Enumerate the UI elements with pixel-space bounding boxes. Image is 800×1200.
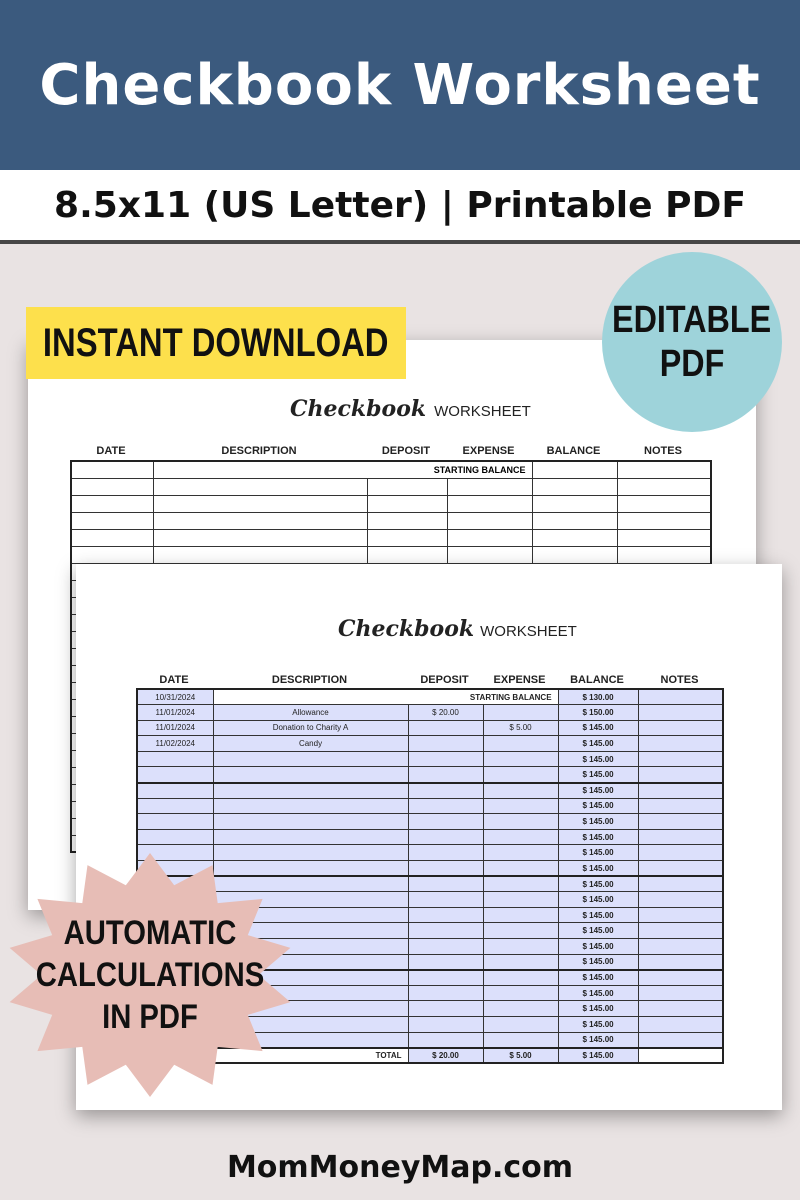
- notes-cell[interactable]: [638, 689, 723, 705]
- balance-cell[interactable]: $ 145.00: [558, 814, 638, 830]
- total-balance-cell[interactable]: $ 145.00: [558, 1048, 638, 1064]
- editable-badge-line2: PDF: [659, 343, 725, 385]
- worksheet-title: [290, 396, 531, 422]
- column-header-date: DATE: [96, 445, 126, 457]
- notes-cell[interactable]: [638, 767, 723, 783]
- notes-cell[interactable]: [638, 861, 723, 877]
- auto-badge-line3: IN PDF: [102, 998, 198, 1036]
- notes-cell[interactable]: [638, 892, 723, 908]
- instant-download-label: INSTANT DOWNLOAD: [43, 320, 389, 365]
- balance-cell[interactable]: $ 145.00: [558, 1016, 638, 1032]
- balance-cell[interactable]: $ 150.00: [558, 705, 638, 721]
- expense-cell[interactable]: [483, 985, 558, 1001]
- balance-cell[interactable]: $ 145.00: [558, 970, 638, 986]
- footer-website: MomMoneyMap.com: [226, 1150, 574, 1185]
- starting-balance-label: STARTING BALANCE: [153, 461, 532, 478]
- notes-cell[interactable]: [638, 1032, 723, 1048]
- deposit-cell[interactable]: [408, 876, 483, 892]
- balance-cell[interactable]: $ 145.00: [558, 736, 638, 752]
- instant-download-tag: [26, 307, 406, 379]
- column-header-description: DESCRIPTION: [271, 674, 348, 686]
- starting-balance-cell[interactable]: $ 130.00: [558, 689, 638, 705]
- deposit-cell[interactable]: [408, 751, 483, 767]
- balance-cell[interactable]: $ 145.00: [558, 954, 638, 970]
- deposit-cell[interactable]: [408, 767, 483, 783]
- expense-cell[interactable]: [483, 954, 558, 970]
- notes-cell[interactable]: [638, 751, 723, 767]
- deposit-cell[interactable]: [408, 923, 483, 939]
- expense-cell[interactable]: [483, 751, 558, 767]
- deposit-cell[interactable]: [408, 814, 483, 830]
- column-header-expense: EXPENSE: [493, 674, 546, 686]
- column-header-deposit: DEPOSIT: [381, 445, 431, 457]
- blank-column-headers: [70, 445, 710, 457]
- column-header-date: DATE: [159, 674, 189, 686]
- date-cell[interactable]: 11/01/2024: [137, 705, 213, 721]
- description-cell[interactable]: [213, 829, 408, 845]
- balance-cell[interactable]: $ 145.00: [558, 861, 638, 877]
- notes-cell[interactable]: [638, 814, 723, 830]
- description-cell[interactable]: [213, 798, 408, 814]
- balance-cell[interactable]: $ 145.00: [558, 1032, 638, 1048]
- worksheet-title-word: WORKSHEET: [434, 403, 531, 420]
- balance-cell[interactable]: $ 145.00: [558, 907, 638, 923]
- date-cell[interactable]: 11/02/2024: [137, 736, 213, 752]
- deposit-cell[interactable]: [408, 892, 483, 908]
- notes-cell[interactable]: [638, 970, 723, 986]
- column-header-notes: NOTES: [660, 674, 699, 686]
- balance-cell[interactable]: $ 145.00: [558, 720, 638, 736]
- date-cell[interactable]: [137, 829, 213, 845]
- deposit-cell[interactable]: [408, 954, 483, 970]
- expense-cell[interactable]: [483, 861, 558, 877]
- worksheet-title-script: Checkbook: [290, 396, 427, 422]
- notes-cell[interactable]: [638, 939, 723, 955]
- deposit-cell[interactable]: [408, 907, 483, 923]
- deposit-cell[interactable]: [408, 1001, 483, 1017]
- date-cell[interactable]: [137, 783, 213, 799]
- description-cell[interactable]: Allowance: [213, 705, 408, 721]
- date-cell[interactable]: [137, 751, 213, 767]
- balance-cell[interactable]: $ 145.00: [558, 845, 638, 861]
- deposit-cell[interactable]: [408, 798, 483, 814]
- expense-cell[interactable]: [483, 1016, 558, 1032]
- balance-cell[interactable]: $ 145.00: [558, 829, 638, 845]
- table-row: [137, 829, 723, 845]
- filled-column-headers: [136, 674, 722, 686]
- balance-cell[interactable]: $ 145.00: [558, 923, 638, 939]
- expense-cell[interactable]: $ 5.00: [483, 720, 558, 736]
- column-header-description: DESCRIPTION: [221, 445, 297, 457]
- balance-cell[interactable]: $ 145.00: [558, 767, 638, 783]
- balance-cell[interactable]: $ 145.00: [558, 939, 638, 955]
- table-row: [137, 751, 723, 767]
- starting-balance-row: [71, 461, 711, 478]
- worksheet-title-front: [338, 616, 577, 642]
- page-title: Checkbook Worksheet: [39, 52, 761, 118]
- expense-cell[interactable]: [483, 970, 558, 986]
- notes-cell[interactable]: [638, 1001, 723, 1017]
- starting-balance-row: [137, 689, 723, 705]
- notes-cell[interactable]: [638, 923, 723, 939]
- expense-cell[interactable]: [483, 705, 558, 721]
- deposit-cell[interactable]: [408, 845, 483, 861]
- notes-cell[interactable]: [638, 798, 723, 814]
- subtitle-bar: [0, 170, 800, 244]
- date-cell[interactable]: [137, 767, 213, 783]
- worksheet-title-word-front: WORKSHEET: [480, 623, 577, 640]
- date-cell[interactable]: 11/01/2024: [137, 720, 213, 736]
- column-header-notes: NOTES: [644, 445, 682, 457]
- balance-cell[interactable]: $ 145.00: [558, 751, 638, 767]
- table-row: [137, 720, 723, 736]
- page-subtitle: 8.5x11 (US Letter) | Printable PDF: [54, 184, 746, 226]
- editable-pdf-badge: [602, 252, 782, 432]
- expense-cell[interactable]: [483, 1032, 558, 1048]
- deposit-cell[interactable]: [408, 939, 483, 955]
- date-cell[interactable]: [137, 798, 213, 814]
- table-row: [137, 736, 723, 752]
- table-row: [137, 705, 723, 721]
- deposit-cell[interactable]: [408, 1016, 483, 1032]
- total-label: TOTAL: [137, 1048, 408, 1064]
- deposit-cell[interactable]: $ 20.00: [408, 705, 483, 721]
- total-expense-cell[interactable]: $ 5.00: [483, 1048, 558, 1064]
- column-header-balance: BALANCE: [570, 674, 624, 686]
- expense-cell[interactable]: [483, 783, 558, 799]
- notes-cell[interactable]: [638, 829, 723, 845]
- notes-cell[interactable]: [638, 1016, 723, 1032]
- expense-cell[interactable]: [483, 907, 558, 923]
- deposit-cell[interactable]: [408, 970, 483, 986]
- editable-badge-line1: EDITABLE: [612, 299, 772, 341]
- balance-cell[interactable]: $ 145.00: [558, 798, 638, 814]
- auto-badge-line2: CALCULATIONS: [35, 956, 265, 994]
- worksheet-title-script-front: Checkbook: [338, 616, 475, 642]
- expense-cell[interactable]: [483, 829, 558, 845]
- table-row: [137, 783, 723, 799]
- description-cell[interactable]: [213, 783, 408, 799]
- notes-cell[interactable]: [638, 876, 723, 892]
- notes-cell[interactable]: [638, 985, 723, 1001]
- table-row: [137, 814, 723, 830]
- expense-cell[interactable]: [483, 876, 558, 892]
- notes-cell[interactable]: [638, 705, 723, 721]
- deposit-cell[interactable]: [408, 1032, 483, 1048]
- title-banner: [0, 0, 800, 170]
- column-header-deposit: DEPOSIT: [420, 674, 469, 686]
- column-header-expense: EXPENSE: [462, 445, 515, 457]
- description-cell[interactable]: [213, 767, 408, 783]
- expense-cell[interactable]: [483, 736, 558, 752]
- table-row: [137, 767, 723, 783]
- notes-cell[interactable]: [638, 783, 723, 799]
- deposit-cell[interactable]: [408, 829, 483, 845]
- expense-cell[interactable]: [483, 1001, 558, 1017]
- expense-cell[interactable]: [483, 767, 558, 783]
- deposit-cell[interactable]: [408, 736, 483, 752]
- expense-cell[interactable]: [483, 845, 558, 861]
- notes-cell[interactable]: [638, 736, 723, 752]
- balance-cell[interactable]: $ 145.00: [558, 783, 638, 799]
- notes-cell[interactable]: [638, 907, 723, 923]
- automatic-calculations-badge-text: [10, 912, 290, 1038]
- expense-cell[interactable]: [483, 798, 558, 814]
- deposit-cell[interactable]: [408, 861, 483, 877]
- balance-cell[interactable]: $ 145.00: [558, 985, 638, 1001]
- column-header-balance: BALANCE: [546, 445, 601, 457]
- expense-cell[interactable]: [483, 892, 558, 908]
- balance-cell[interactable]: $ 145.00: [558, 892, 638, 908]
- expense-cell[interactable]: [483, 923, 558, 939]
- expense-cell[interactable]: [483, 939, 558, 955]
- starting-date-cell[interactable]: 10/31/2024: [137, 689, 213, 705]
- notes-cell[interactable]: [638, 720, 723, 736]
- notes-cell[interactable]: [638, 954, 723, 970]
- balance-cell[interactable]: $ 145.00: [558, 876, 638, 892]
- table-row: [137, 798, 723, 814]
- description-cell[interactable]: [213, 751, 408, 767]
- total-notes-cell: [638, 1048, 723, 1064]
- description-cell[interactable]: Donation to Charity A: [213, 720, 408, 736]
- notes-cell[interactable]: [638, 845, 723, 861]
- deposit-cell[interactable]: [408, 720, 483, 736]
- date-cell[interactable]: [137, 814, 213, 830]
- description-cell[interactable]: Candy: [213, 736, 408, 752]
- expense-cell[interactable]: [483, 814, 558, 830]
- description-cell[interactable]: [213, 814, 408, 830]
- total-deposit-cell[interactable]: $ 20.00: [408, 1048, 483, 1064]
- deposit-cell[interactable]: [408, 985, 483, 1001]
- auto-badge-line1: AUTOMATIC: [63, 914, 237, 952]
- deposit-cell[interactable]: [408, 783, 483, 799]
- starting-balance-label: STARTING BALANCE: [213, 689, 558, 705]
- balance-cell[interactable]: $ 145.00: [558, 1001, 638, 1017]
